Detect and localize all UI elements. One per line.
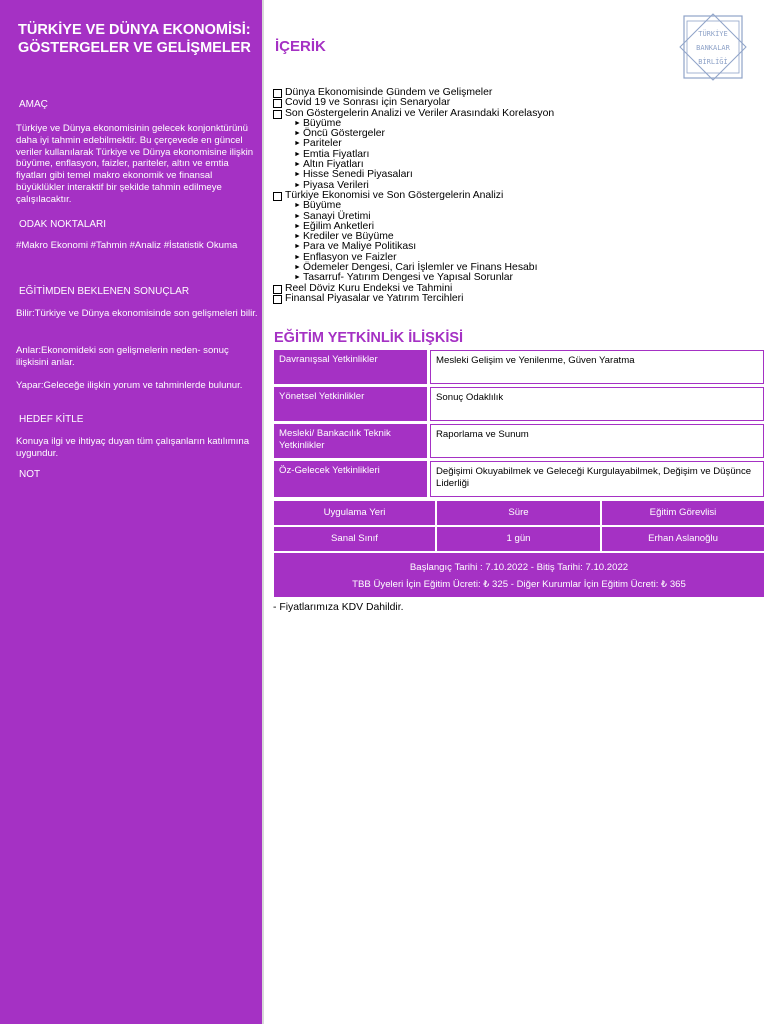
content-item-label: Sanayi Üretimi — [303, 210, 371, 222]
yapar-text: Yapar:Geleceğe ilişkin yorum ve tahminlerde bulunur. — [16, 380, 243, 391]
vat-note: - Fiyatlarımıza KDV Dahildir. — [273, 602, 404, 613]
sidebar-divider — [262, 0, 264, 1024]
bilir-text: Bilir:Türkiye ve Dünya ekonomisinde son gelişmeleri bilir. — [16, 308, 258, 319]
arrow-bullet-icon: ► — [294, 264, 301, 272]
checkbox-bullet-icon — [273, 89, 282, 98]
info-dates: Başlangıç Tarihi : 7.10.2022 - Bitiş Tarihi: 7.10.2022 — [409, 562, 629, 573]
content-item-label: Para ve Maliye Politikası — [303, 241, 417, 253]
arrow-bullet-icon: ► — [294, 171, 301, 179]
competency-category: Yönetsel Yetkinlikler — [274, 387, 427, 421]
odak-heading: ODAK NOKTALARI — [19, 219, 107, 230]
content-item-label: Dünya Ekonomisinde Gündem ve Gelişmeler — [285, 87, 493, 98]
competency-category: Mesleki/ Bankacılık Teknik Yetkinlikler — [274, 424, 427, 458]
competency-value: Mesleki Gelişim ve Yenilenme, Güven Yaratma — [430, 350, 764, 384]
odak-text: #Makro Ekonomi #Tahmin #Analiz #İstatistik Okuma — [16, 240, 238, 251]
svg-text:TÜRKİYE: TÜRKİYE — [698, 30, 728, 38]
content-item-label: Emtia Fiyatları — [303, 148, 370, 160]
content-item-label: Eğilim Anketleri — [303, 220, 375, 232]
content-item-label: Pariteler — [303, 138, 342, 150]
info-value-row — [274, 527, 764, 551]
content-item-label: Reel Döviz Kuru Endeksi ve Tahmini — [285, 282, 453, 294]
arrow-bullet-icon: ► — [294, 243, 301, 251]
arrow-bullet-icon: ► — [294, 130, 301, 138]
competency-value: Değişimi Okuyabilmek ve Geleceği Kurgulayabilmek, Değişim ve Düşünce Liderliği — [430, 461, 764, 497]
content-list — [273, 88, 554, 304]
competency-category: Öz-Gelecek Yetkinlikleri — [274, 461, 427, 497]
content-item-label: Ödemeler Dengesi, Cari İşlemler ve Finans Hesabı — [303, 262, 538, 274]
competency-row — [274, 387, 764, 421]
arrow-bullet-icon: ► — [294, 202, 301, 210]
arrow-bullet-icon: ► — [294, 140, 301, 148]
anlar-text: Anlar:Ekonomideki son gelişmelerin neden- sonuç ilişkisini anlar. — [16, 345, 229, 368]
info-duration: 1 gün — [437, 527, 600, 551]
arrow-bullet-icon: ► — [294, 274, 301, 282]
hedef-text: Konuya ilgi ve ihtiyaç duyan tüm çalışanların katılımına uygundur. — [16, 436, 250, 459]
arrow-bullet-icon: ► — [294, 161, 301, 169]
competency-row — [274, 461, 764, 497]
competency-value: Sonuç Odaklılık — [430, 387, 764, 421]
info-location: Sanal Sınıf — [274, 527, 435, 551]
arrow-bullet-icon: ► — [294, 233, 301, 241]
arrow-bullet-icon: ► — [294, 181, 301, 189]
content-item-label: Enflasyon ve Faizler — [303, 251, 397, 263]
arrow-bullet-icon: ► — [294, 212, 301, 220]
sonuc-heading: EĞİTİMDEN BEKLENEN SONUÇLAR — [19, 286, 190, 297]
content-item-label: Finansal Piyasalar ve Yatırım Tercihleri — [285, 292, 464, 304]
info-dates-fees — [274, 553, 764, 597]
course-info-table — [274, 501, 764, 597]
tbb-logo — [676, 12, 750, 82]
content-item-label: Öncü Göstergeler — [303, 128, 386, 140]
content-item-label: Piyasa Verileri — [303, 179, 369, 191]
sidebar — [0, 0, 262, 1024]
content-item — [273, 294, 554, 304]
svg-text:BANKALAR: BANKALAR — [696, 44, 730, 52]
arrow-bullet-icon: ► — [294, 253, 301, 261]
amac-text: Türkiye ve Dünya ekonomisinin gelecek konjonktürünü daha iyi tahmin edebilmektir. Bu çerçevede en güncel veriler kullanılarak Türkiye ve Dünya ekonomisine ilişkin büyüme, enflasyon, faizler, pariteler, altın ve emtia fiyatları gibi temel makro ekonomik ve finansal büyüklükler interaktif bir şekilde tahmin edilmeye çalışılacaktır. — [16, 123, 254, 205]
checkbox-bullet-icon — [273, 110, 282, 119]
arrow-bullet-icon: ► — [294, 222, 301, 230]
content-item-label: Hisse Senedi Piyasaları — [303, 169, 413, 181]
info-header-location: Uygulama Yeri — [274, 501, 435, 525]
info-header-duration: Süre — [437, 501, 600, 525]
checkbox-bullet-icon — [273, 285, 282, 294]
checkbox-bullet-icon — [273, 295, 282, 304]
arrow-bullet-icon: ► — [294, 119, 301, 127]
svg-text:BİRLİĞİ: BİRLİĞİ — [698, 58, 728, 66]
info-instructor: Erhan Aslanoğlu — [602, 527, 764, 551]
hedef-heading: HEDEF KİTLE — [19, 414, 84, 425]
arrow-bullet-icon: ► — [294, 150, 301, 158]
competency-row — [274, 350, 764, 384]
competency-table — [274, 350, 764, 500]
info-header-row — [274, 501, 764, 525]
competency-row — [274, 424, 764, 458]
content-item-label: Büyüme — [303, 117, 342, 129]
content-item-label: Tasarruf- Yatırım Dengesi ve Yapısal Sorunlar — [303, 272, 514, 284]
checkbox-bullet-icon — [273, 99, 282, 108]
checkbox-bullet-icon — [273, 192, 282, 201]
content-item-label: Son Göstergelerin Analizi ve Veriler Arasındaki Korelasyon — [285, 107, 555, 119]
competency-title: EĞİTİM YETKİNLİK İLİŞKİSİ — [274, 330, 464, 346]
content-title: İÇERİK — [275, 38, 326, 55]
content-item-label: Türkiye Ekonomisi ve Son Göstergelerin Analizi — [285, 189, 504, 201]
course-title: TÜRKİYE VE DÜNYA EKONOMİSİ: GÖSTERGELER VE GELİŞMELER — [18, 22, 251, 56]
amac-heading: AMAÇ — [19, 99, 48, 110]
info-header-instructor: Eğitim Görevlisi — [602, 501, 764, 525]
content-item-label: Covid 19 ve Sonrası için Senaryolar — [285, 97, 451, 109]
content-item-label: Krediler ve Büyüme — [303, 231, 394, 243]
content-item-label: Altın Fiyatları — [303, 159, 364, 171]
content-item-label: Büyüme — [303, 200, 342, 212]
not-heading: NOT — [19, 469, 41, 480]
competency-value: Raporlama ve Sunum — [430, 424, 764, 458]
info-fees: TBB Üyeleri İçin Eğitim Ücreti: ₺ 325 - Diğer Kurumlar İçin Eğitim Ücreti: ₺ 365 — [352, 579, 686, 590]
competency-category: Davranışsal Yetkinlikler — [274, 350, 427, 384]
